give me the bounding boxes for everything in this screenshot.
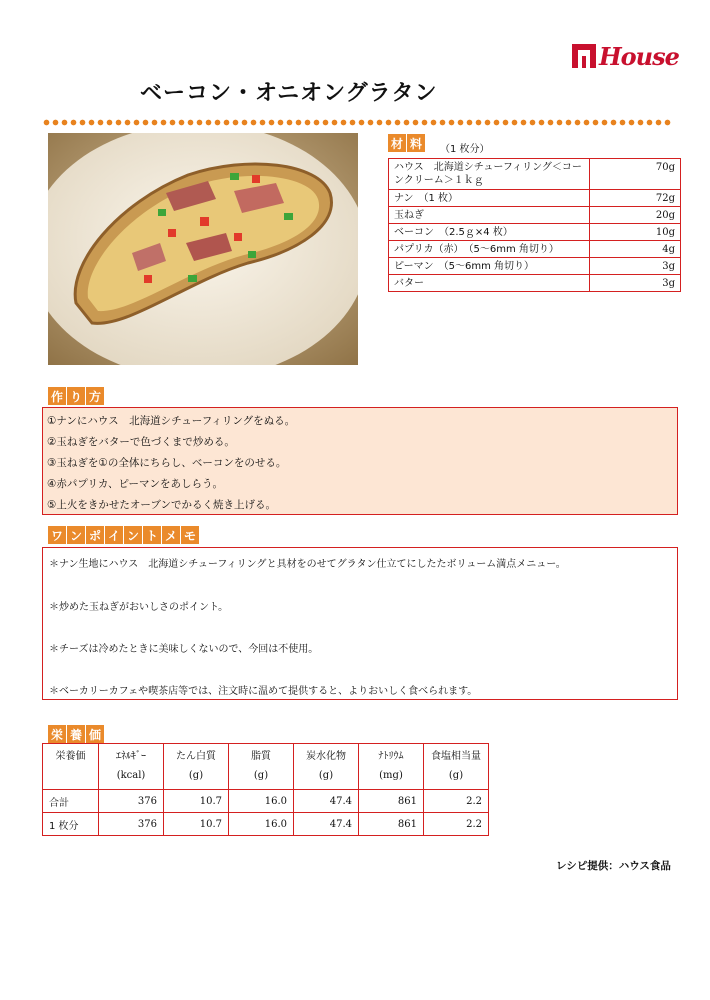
ingredient-qty: 72g [590, 190, 681, 207]
table-cell: 376 [99, 813, 164, 836]
column-unit: (g) [448, 770, 464, 781]
memo-heading-char: ポ [86, 526, 104, 544]
step-item: ③玉ねぎを①の全体にちらし、ベーコンをのせる。 [47, 457, 287, 469]
table-cell: 47.4 [294, 813, 359, 836]
materials-serving-note: （1 枚分） [440, 144, 490, 155]
memo-item: ＊ナン生地にハウス 北海道シチューフィリングと具材をのせてグラタン仕立てにしたたボリューム満点メニュー。 [49, 559, 566, 570]
column-header [164, 744, 229, 790]
memo-heading-char: ワ [48, 526, 66, 544]
table-cell: 376 [99, 790, 164, 813]
ingredient-qty: 3g [590, 258, 681, 275]
nutrition-heading-char: 栄 [48, 725, 66, 743]
table-cell: 10.7 [164, 790, 229, 813]
nutrition-heading [48, 725, 105, 743]
ingredient-name: ピーマン （5〜6mm 角切り） [389, 258, 590, 275]
column-header [43, 744, 99, 790]
table-row [389, 258, 681, 275]
table-cell: 16.0 [229, 813, 294, 836]
memo-box [42, 547, 678, 700]
steps-heading-char: 方 [86, 387, 104, 405]
memo-item: ＊炒めた玉ねぎがおいしさのポイント。 [49, 602, 229, 613]
column-unit: (g) [188, 770, 204, 781]
recipe-title: ベーコン・オニオングラタン [140, 81, 438, 106]
table-row [389, 275, 681, 292]
ingredient-qty: 3g [590, 275, 681, 292]
ingredient-name: バター [389, 275, 590, 292]
memo-item: ＊チーズは冷めたときに美味しくないので、今回は不使用。 [49, 644, 319, 655]
column-label: たん白質 [176, 751, 216, 762]
ingredient-name: 玉ねぎ [389, 207, 590, 224]
steps-box [42, 407, 678, 515]
table-row [43, 790, 489, 813]
column-label: 炭水化物 [306, 751, 346, 762]
step-item: ①ナンにハウス 北海道シチューフィリングをぬる。 [47, 415, 296, 427]
memo-heading-char: メ [162, 526, 180, 544]
table-cell: 47.4 [294, 790, 359, 813]
dotted-divider [42, 119, 672, 126]
ingredient-name: ハウス 北海道シチューフィリング＜コーンクリーム＞１ｋｇ [389, 159, 590, 190]
materials-heading [388, 134, 426, 152]
steps-heading-char: り [67, 387, 85, 405]
table-row [389, 207, 681, 224]
ingredient-name: ナン （1 枚） [389, 190, 590, 207]
memo-heading-char: ト [143, 526, 161, 544]
column-label: 食塩相当量 [431, 751, 481, 762]
ingredient-qty: 4g [590, 241, 681, 258]
memo-heading [48, 526, 200, 544]
column-unit: (kcal) [116, 770, 146, 781]
table-cell: 2.2 [424, 813, 489, 836]
table-row [389, 159, 681, 190]
materials-table [388, 158, 681, 292]
step-item: ②玉ねぎをバターで色づくまで炒める。 [47, 436, 235, 448]
house-logo-mark-icon [572, 44, 596, 68]
steps-heading-char: 作 [48, 387, 66, 405]
dish-photo [48, 133, 358, 365]
column-header [229, 744, 294, 790]
table-row [389, 224, 681, 241]
nutrition-table [42, 743, 489, 836]
house-logo-text: House [599, 42, 679, 71]
table-row [389, 190, 681, 207]
ingredient-name: ベーコン （2.5ｇ×4 枚） [389, 224, 590, 241]
memo-heading-char: ン [67, 526, 85, 544]
table-cell: 10.7 [164, 813, 229, 836]
table-row [389, 241, 681, 258]
table-cell: 2.2 [424, 790, 489, 813]
column-header [294, 744, 359, 790]
ingredient-qty: 10g [590, 224, 681, 241]
step-item: ⑤上火をきかせたオーブンでかるく焼き上げる。 [47, 499, 276, 511]
table-row [43, 813, 489, 836]
memo-heading-char: モ [181, 526, 199, 544]
steps-heading [48, 387, 105, 405]
memo-heading-char: イ [105, 526, 123, 544]
table-header-row [43, 744, 489, 790]
column-unit: (mg) [379, 770, 403, 781]
column-unit: (g) [318, 770, 334, 781]
column-label: ﾅﾄﾘｳﾑ [378, 751, 404, 762]
row-label: 合計 [43, 790, 99, 813]
table-cell: 861 [359, 813, 424, 836]
table-cell: 16.0 [229, 790, 294, 813]
ingredient-name: パプリカ（赤） （5〜6mm 角切り） [389, 241, 590, 258]
house-logo [572, 42, 679, 74]
column-label: 栄養価 [55, 751, 86, 762]
row-label: 1 枚分 [43, 813, 99, 836]
column-unit: (g) [253, 770, 269, 781]
column-header [424, 744, 489, 790]
column-header [99, 744, 164, 790]
column-label: ｴﾈﾙｷﾞｰ [116, 751, 146, 762]
memo-item: ＊ベーカリーカフェや喫茶店等では、注文時に温めて提供すると、よりおいしく食べられます。 [49, 686, 478, 697]
ingredient-qty: 70g [590, 159, 681, 190]
memo-heading-char: ン [124, 526, 142, 544]
table-cell: 861 [359, 790, 424, 813]
recipe-credit: レシピ提供：ハウス食品 [556, 860, 671, 872]
materials-heading-char: 料 [407, 134, 425, 152]
nutrition-heading-char: 価 [86, 725, 104, 743]
column-header [359, 744, 424, 790]
step-item: ④赤パプリカ、ピーマンをあしらう。 [47, 478, 224, 490]
materials-heading-char: 材 [388, 134, 406, 152]
column-label: 脂質 [251, 751, 271, 762]
ingredient-qty: 20g [590, 207, 681, 224]
nutrition-heading-char: 養 [67, 725, 85, 743]
